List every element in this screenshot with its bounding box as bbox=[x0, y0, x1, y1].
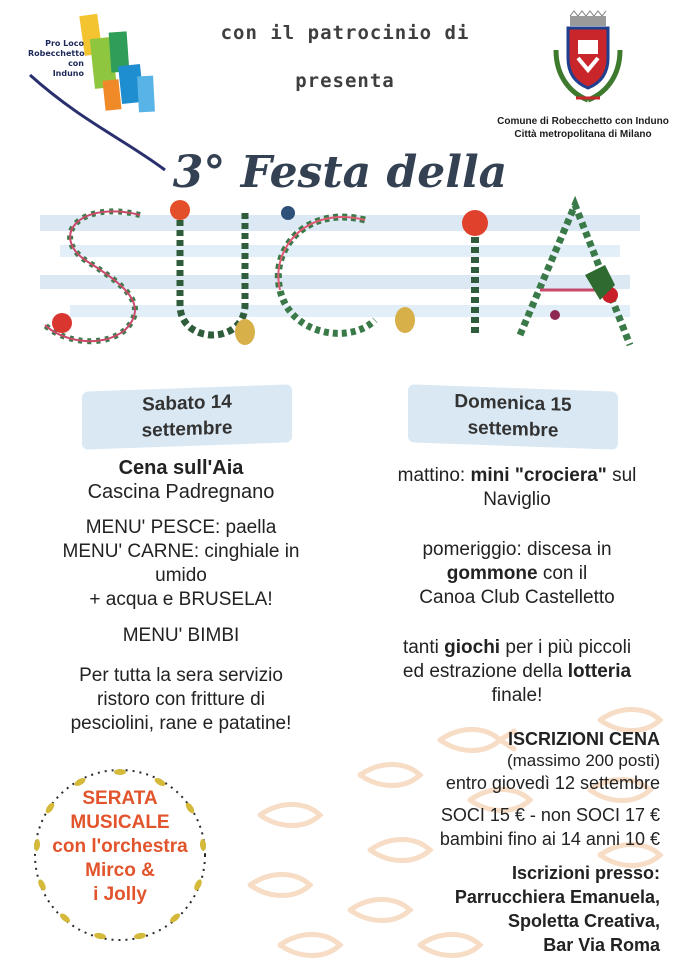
comune-coat-of-arms bbox=[548, 10, 628, 110]
menu-carne: MENU' CARNE: cinghiale in bbox=[62, 541, 300, 562]
menu-bimbi: MENU' BIMBI bbox=[122, 625, 240, 646]
lotteria-highlight: lotteria bbox=[567, 661, 632, 682]
menu-carne-cont: umido bbox=[155, 565, 207, 586]
iscrizioni-max: (massimo 200 posti) bbox=[506, 751, 660, 770]
sunday-header: Domenica 15 settembre bbox=[408, 384, 618, 449]
ristoro-line: ristoro con fritture di bbox=[97, 689, 265, 710]
pomeriggio-line-3: Canoa Club Castelletto bbox=[419, 587, 615, 608]
menu-extra: + acqua e BRUSELA! bbox=[89, 589, 273, 610]
menu-pesce: MENU' PESCE: paella bbox=[85, 517, 277, 538]
iscrizioni-prezzi: SOCI 15 € - non SOCI 17 € bbox=[440, 805, 660, 825]
sucia-floral-title bbox=[30, 195, 650, 360]
festa-title: 3° Festa della bbox=[172, 147, 508, 198]
gommone-highlight: gommone bbox=[446, 563, 538, 584]
iscrizioni-presso: Iscrizioni presso: bbox=[511, 863, 660, 883]
proloco-name: Pro Loco Robecchetto con Induno bbox=[28, 39, 85, 78]
mattino-label: mattino: bbox=[397, 465, 471, 486]
mattino-suffix: sul bbox=[606, 465, 637, 486]
iscrizioni-luogo: Bar Via Roma bbox=[543, 935, 660, 955]
cena-place: Cascina Padregnano bbox=[87, 481, 275, 503]
lotteria-line-2: finale! bbox=[491, 685, 543, 706]
mattino-line bbox=[356, 464, 678, 488]
iscrizioni-title: ISCRIZIONI CENA bbox=[507, 729, 660, 749]
iscrizioni-bambini: bambini fino ai 14 anni 10 € bbox=[439, 829, 660, 849]
comune-label: Comune di Robecchetto con Induno Città metropolitana di Milano bbox=[497, 116, 669, 140]
cena-title: Cena sull'Aia bbox=[118, 457, 244, 479]
pomeriggio-line: pomeriggio: discesa in bbox=[422, 539, 612, 560]
ristoro-line: Per tutta la sera servizio bbox=[79, 665, 283, 686]
mattino-highlight: mini "crociera" bbox=[470, 465, 607, 486]
saturday-header: Sabato 14 settembre bbox=[82, 384, 292, 449]
iscrizioni-block bbox=[360, 727, 660, 957]
sunday-details bbox=[356, 464, 678, 708]
badge-line: MUSICALE bbox=[70, 812, 170, 833]
proloco-logo bbox=[20, 10, 170, 180]
giochi-line bbox=[356, 636, 678, 660]
pomeriggio-line-2 bbox=[356, 562, 678, 586]
giochi-suffix: per i più piccoli bbox=[500, 637, 632, 658]
iscrizioni-luogo: Parrucchiera Emanuela, bbox=[454, 887, 660, 907]
badge-line: Mirco & bbox=[85, 860, 155, 881]
pomeriggio-suffix: con il bbox=[537, 563, 588, 584]
iscrizioni-deadline: entro giovedì 12 settembre bbox=[445, 773, 660, 793]
saturday-details bbox=[22, 456, 340, 736]
badge-line: i Jolly bbox=[93, 884, 147, 905]
iscrizioni-luogo: Spoletta Creativa, bbox=[507, 911, 660, 931]
ristoro-line: pesciolini, rane e patatine! bbox=[70, 713, 292, 734]
presenta-text: presenta bbox=[295, 70, 395, 92]
badge-line: SERATA bbox=[82, 788, 158, 809]
patrocinio-text: con il patrocinio di bbox=[220, 22, 470, 44]
mattino-line-2: Naviglio bbox=[483, 489, 551, 510]
lotteria-line bbox=[356, 660, 678, 684]
lotteria-prefix: ed estrazione della bbox=[402, 661, 568, 682]
badge-line: con l'orchestra bbox=[52, 836, 188, 857]
giochi-highlight: giochi bbox=[444, 637, 501, 658]
serata-musicale-text bbox=[30, 787, 210, 907]
giochi-prefix: tanti bbox=[402, 637, 445, 658]
